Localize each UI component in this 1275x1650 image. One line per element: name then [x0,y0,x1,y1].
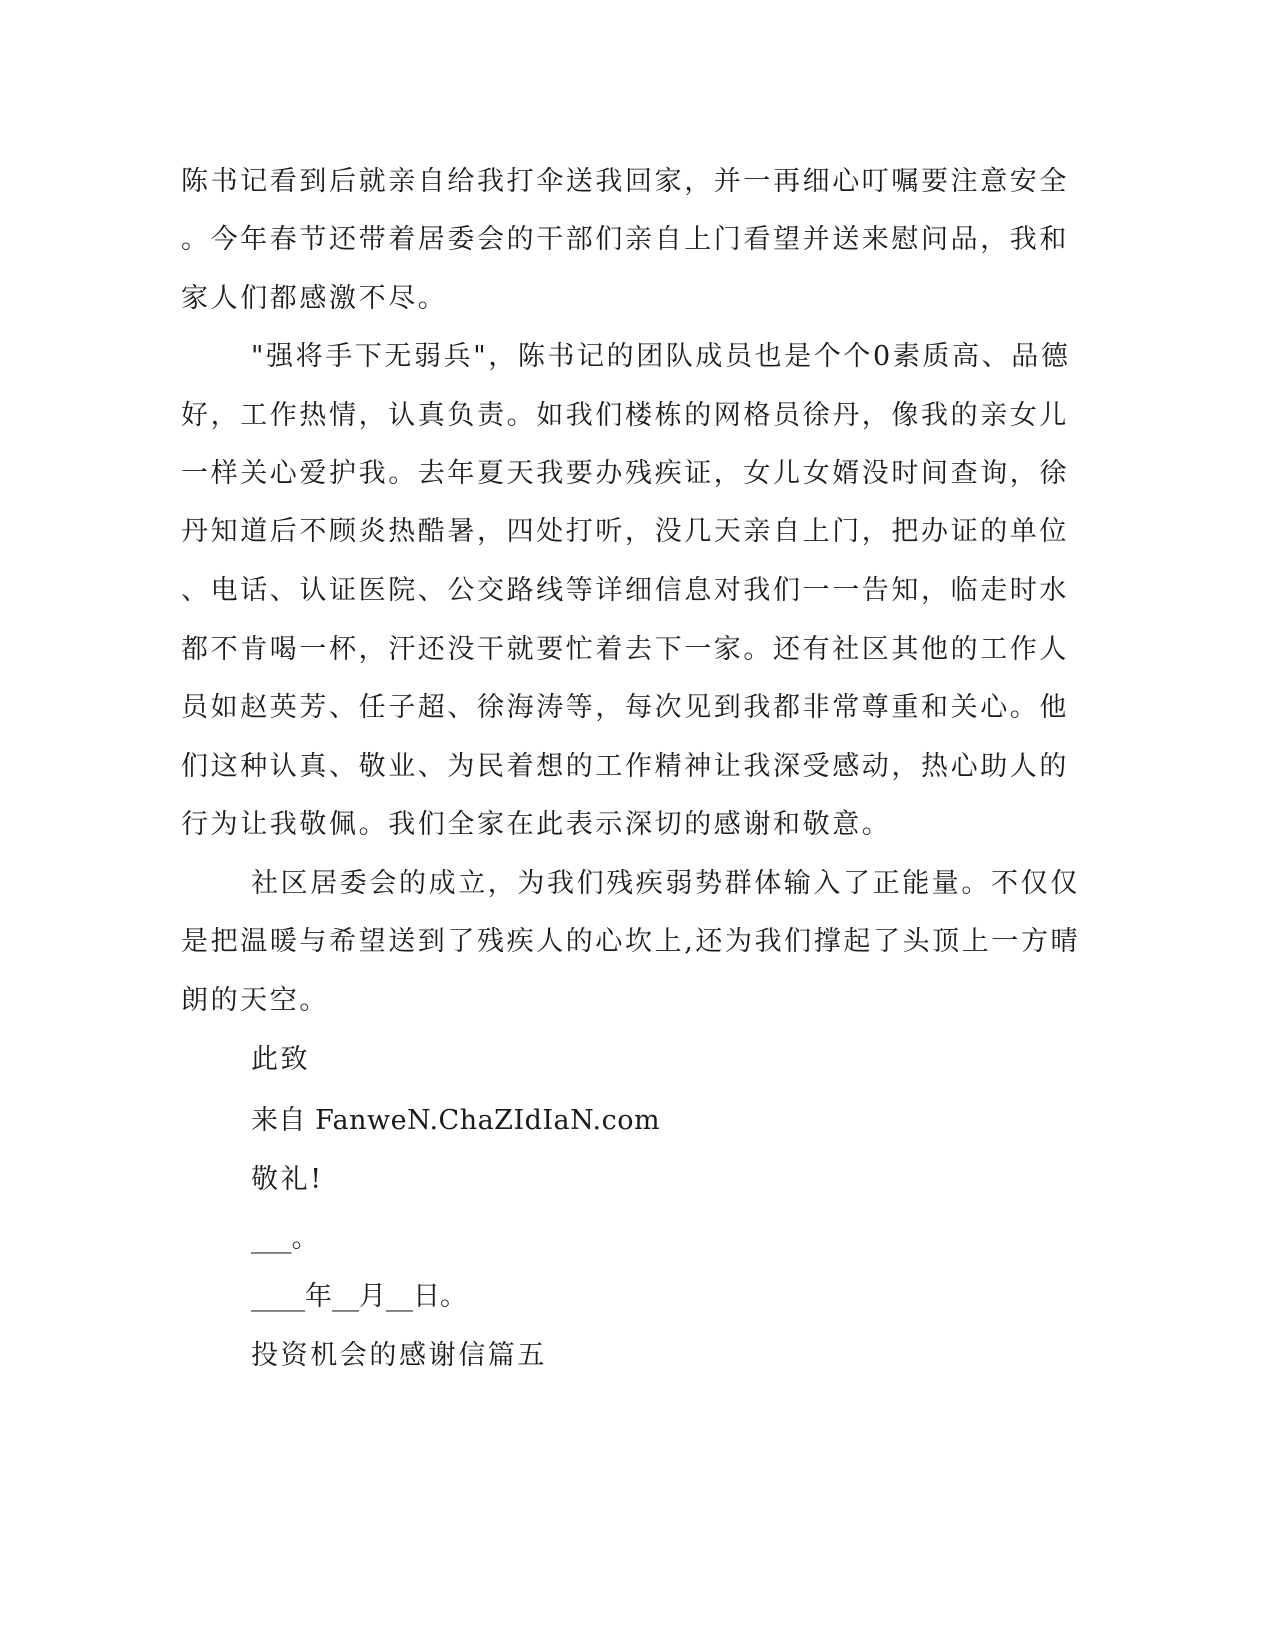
salutation: 此致 [251,1044,311,1075]
paragraph-line: 丹知道后不顾炎热酷暑，四处打听，没几天亲自上门，把办证的单位 [181,516,1069,547]
source-line: 来自 FanweN.ChaZIdIaN.com [251,1105,661,1136]
date-blank: ____年__月__日。 [251,1281,467,1312]
paragraph-line: 是把温暖与希望送到了残疾人的心坎上,还为我们撑起了头顶上一方晴 [181,926,1081,957]
paragraph-line: 社区居委会的成立，为我们残疾弱势群体输入了正能量。不仅仅 [251,868,1080,899]
paragraph-line: 员如赵英芳、任子超、徐海涛等，每次见到我都非常尊重和关心。他 [181,692,1069,723]
paragraph-line: 行为让我敬佩。我们全家在此表示深切的感谢和敬意。 [181,809,892,840]
paragraph-line: 一样关心爱护我。去年夏天我要办残疾证，女儿女婿没时间查询，徐 [181,458,1069,489]
paragraph-line: 都不肯喝一杯，汗还没干就要忙着去下一家。还有社区其他的工作人 [181,634,1069,665]
regards: 敬礼! [251,1164,324,1195]
paragraph-line: "强将手下无弱兵"，陈书记的团队成员也是个个0素质高、品德 [251,341,1071,372]
paragraph-line: 们这种认真、敬业、为民着想的工作精神让我深受感动，热心助人的 [181,751,1069,782]
signature-blank: ___。 [251,1223,319,1254]
paragraph-line: 。今年春节还带着居委会的干部们亲自上门看望并送来慰问品，我和 [181,224,1069,255]
paragraph-line: 朗的天空。 [181,985,329,1016]
next-section-heading: 投资机会的感谢信篇五 [251,1340,547,1371]
paragraph-line: 陈书记看到后就亲自给我打伞送我回家，并一再细心叮嘱要注意安全 [181,166,1069,197]
paragraph-line: 、电话、认证医院、公交路线等详细信息对我们一一告知，临走时水 [181,575,1069,606]
paragraph-line: 好，工作热情，认真负责。如我们楼栋的网格员徐丹，像我的亲女儿 [181,400,1069,431]
paragraph-line: 家人们都感激不尽。 [181,283,448,314]
